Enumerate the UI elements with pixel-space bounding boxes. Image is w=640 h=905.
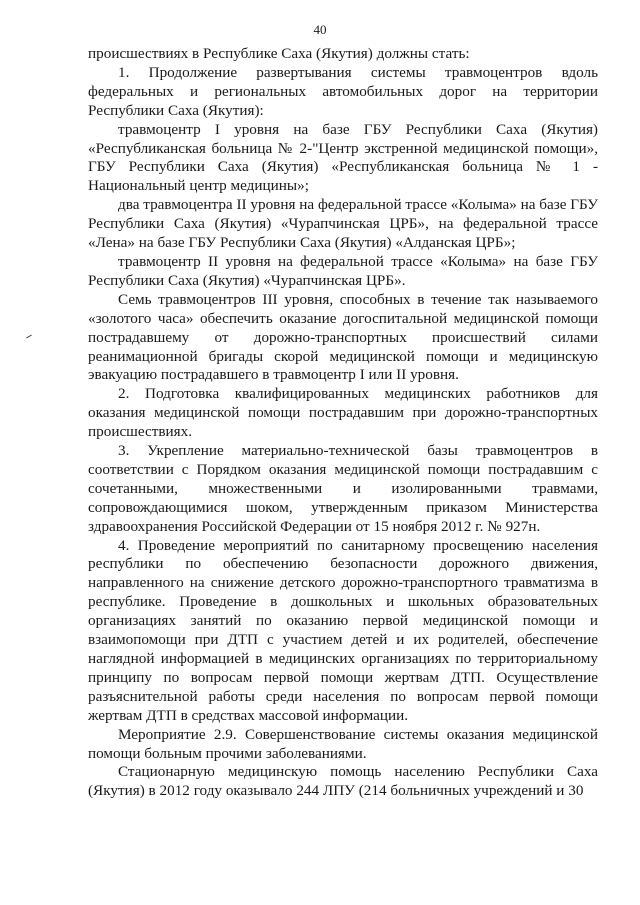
paragraph-seven-trauma-centers: Семь травмоцентров III уровня, способных в течение так называемого «золотого часа» обеспечить оказание догоспитальной медицинской помощи пострадавшему от дорожно-транспортных происшествий силами реанимационной бригады скорой медицинской помощи и медицинскую эвакуацию пострадавшего в травмоцентр I или II уровня. [88, 290, 598, 384]
paragraph-two-trauma-centers-level-2: два травмоцентра II уровня на федеральной трассе «Колыма» на базе ГБУ Республики Саха (Якутия) «Чурапчинская ЦРБ», на федеральной трассе «Лена» на базе ГБУ Республики Саха (Якутия) «Алданская ЦРБ»; [88, 196, 598, 252]
paragraph-measure-2-9: Мероприятие 2.9. Совершенствование системы оказания медицинской помощи больным прочими заболеваниями. [88, 725, 598, 762]
stray-pen-mark [26, 335, 32, 339]
paragraph-item-2: 2. Подготовка квалифицированных медицинских работников для оказания медицинской помощи пострадавшим при дорожно-транспортных происшествиях. [88, 385, 598, 441]
paragraph-continuation: происшествиях в Республике Саха (Якутия) должны стать: [88, 45, 470, 62]
paragraph-trauma-center-level-2: травмоцентр II уровня на федеральной трассе «Колыма» на базе ГБУ Республики Саха (Якутия) «Чурапчинская ЦРБ». [88, 252, 598, 289]
paragraph-trauma-center-level-1: травмоцентр I уровня на базе ГБУ Республики Саха (Якутия) «Республиканская больница № 2-"Центр экстренной медицинской помощи», ГБУ Республики Саха (Якутия) «Республиканская больница № 1 - Национальный центр медицины»; [88, 120, 598, 195]
document-body [88, 45, 598, 801]
paragraph-item-4: 4. Проведение мероприятий по санитарному просвещению населения республики по обеспечению безопасности дорожного движения, направленного на снижение детского дорожно-транспортного травматизма в республике. Проведение в дошкольных и школьных образовательных организациях занятий по оказанию первой медицинской помощи и взаимопомощи при ДТП с участием детей и их родителей, обеспечение наглядной информацией в медицинских организациях по территориальному принципу по вопросам первой помощи жертвам ДТП. Осуществление разъяснительной работы среди населения по вопросам первой помощи жертвам ДТП в средствах массовой информации. [88, 536, 598, 724]
paragraph-item-1: 1. Продолжение развертывания системы травмоцентров вдоль федеральных и региональных автомобильных дорог на территории Республики Саха (Якутия): [88, 63, 598, 119]
page-number: 40 [313, 22, 327, 37]
paragraph-item-3: 3. Укрепление материально-технической базы травмоцентров в соответствии с Порядком оказания медицинской помощи пострадавшим с сочетанными, множественными и изолированными травмами, сопровождающимися шоком, утвержденным приказом Министерства здравоохранения Российской Федерации от 15 ноября 2012 г. № 927н. [88, 442, 598, 535]
paragraph-inpatient-care: Стационарную медицинскую помощь населению Республики Саха (Якутия) в 2012 году оказывало 244 ЛПУ (214 больничных учреждений и 30 [88, 763, 598, 800]
